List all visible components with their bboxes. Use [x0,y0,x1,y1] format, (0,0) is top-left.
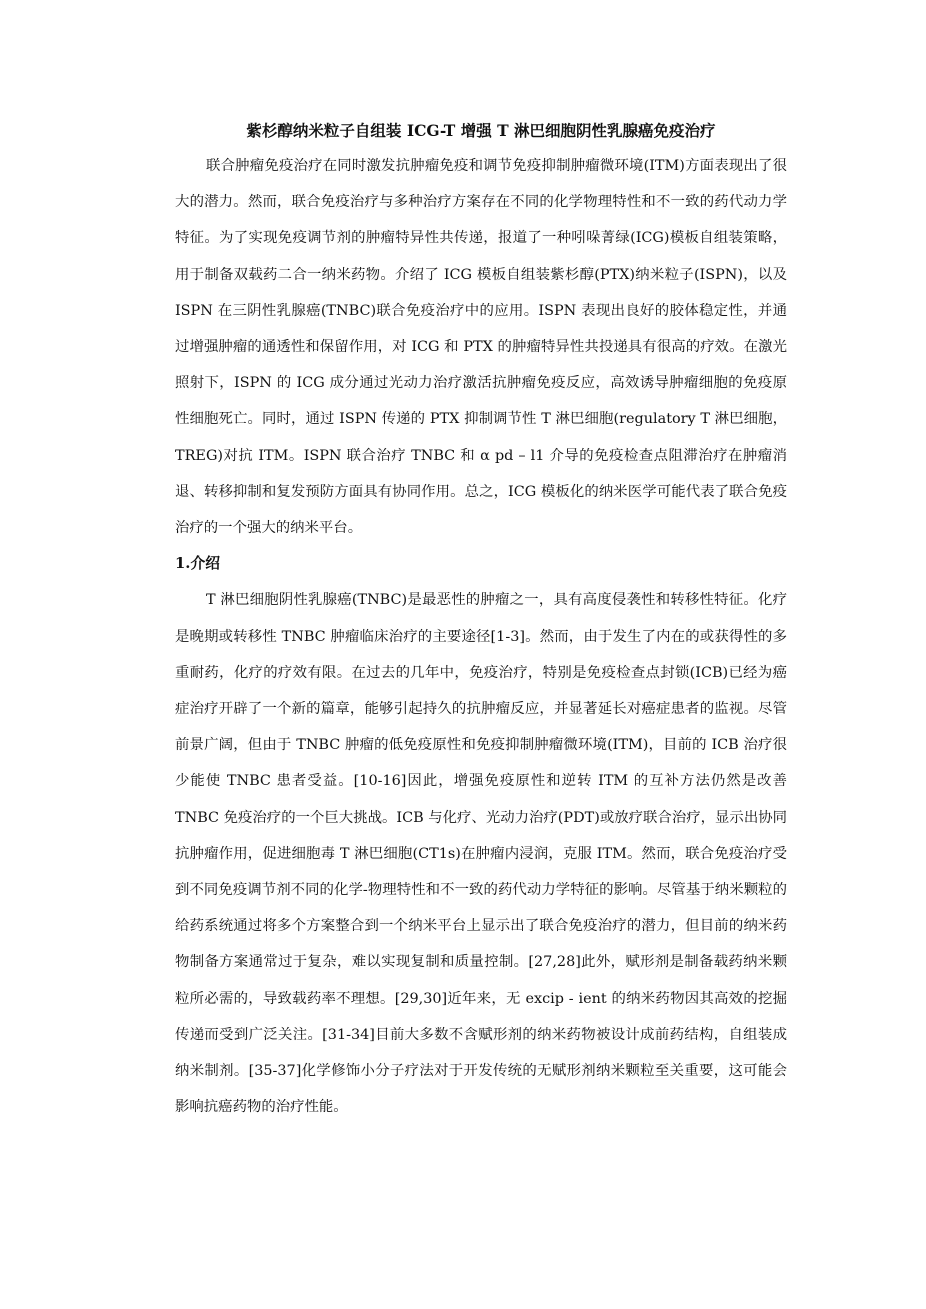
abstract-paragraph: 联合肿瘤免疫治疗在同时激发抗肿瘤免疫和调节免疫抑制肿瘤微环境(ITM)方面表现出了很大的潜力。然而，联合免疫治疗与多种治疗方案存在不同的化学物理特性和不一致的药代动力学特征。为了实现免疫调节剂的肿瘤特异性共传递，报道了一种吲哚菁绿(ICG)模板自组装策略，用于制备双载药二合一纳米药物。介绍了 ICG 模板自组装紫杉醇(PTX)纳米粒子(ISPN)，以及 ISPN 在三阴性乳腺癌(TNBC)联合免疫治疗中的应用。ISPN 表现出良好的胶体稳定性，并通过增强肿瘤的通透性和保留作用，对 ICG 和 PTX 的肿瘤特异性共投递具有很高的疗效。在激光照射下，ISPN 的 ICG 成分通过光动力治疗激活抗肿瘤免疫反应，高效诱导肿瘤细胞的免疫原性细胞死亡。同时，通过 ISPN 传递的 PTX 抑制调节性 T 淋巴细胞(regulatory T 淋巴细胞，TREG)对抗 ITM。ISPN 联合治疗 TNBC 和 α pd – l1 介导的免疫检查点阻滞治疗在肿瘤消退、转移抑制和复发预防方面具有协同作用。总之，ICG 模板化的纳米医学可能代表了联合免疫治疗的一个强大的纳米平台。 [175,158,787,537]
section-body-paragraph: T 淋巴细胞阴性乳腺癌(TNBC)是最恶性的肿瘤之一，具有高度侵袭性和转移性特征。化疗是晚期或转移性 TNBC 肿瘤临床治疗的主要途径[1-3]。然而，由于发生了内在的或获得性的多重耐药，化疗的疗效有限。在过去的几年中，免疫治疗，特别是免疫检查点封锁(ICB)已经为癌症治疗开辟了一个新的篇章，能够引起持久的抗肿瘤反应，并显著延长对癌症患者的监视。尽管前景广阔，但由于 TNBC 肿瘤的低免疫原性和免疫抑制肿瘤微环境(ITM)，目前的 ICB 治疗很少能使 TNBC 患者受益。[10-16]因此，增强免疫原性和逆转 ITM 的互补方法仍然是改善 TNBC 免疫治疗的一个巨大挑战。ICB 与化疗、光动力治疗(PDT)或放疗联合治疗，显示出协同抗肿瘤作用，促进细胞毒 T 淋巴细胞(CT1s)在肿瘤内浸润，克服 ITM。然而，联合免疫治疗受到不同免疫调节剂不同的化学-物理特性和不一致的药代动力学特征的影响。尽管基于纳米颗粒的给药系统通过将多个方案整合到一个纳米平台上显示出了联合免疫治疗的潜力，但目前的纳米药物制备方案通常过于复杂，难以实现复制和质量控制。[27,28]此外，赋形剂是制备载药纳米颗粒所必需的，导致载药率不理想。[29,30]近年来，无 excip - ient 的纳米药物因其高效的挖掘传递而受到广泛关注。[31-34]目前大多数不含赋形剂的纳米药物被设计成前药结构，自组装成纳米制剂。[35-37]化学修饰小分子疗法对于开发传统的无赋形剂纳米颗粒至关重要，这可能会影响抗癌药物的治疗性能。 [175,592,787,1116]
document-title: 紫杉醇纳米粒子自组装 ICG-T 增强 T 淋巴细胞阴性乳腺癌免疫治疗 [246,121,716,140]
document-page [175,118,787,1125]
section-heading: 1.介绍 [175,555,221,573]
